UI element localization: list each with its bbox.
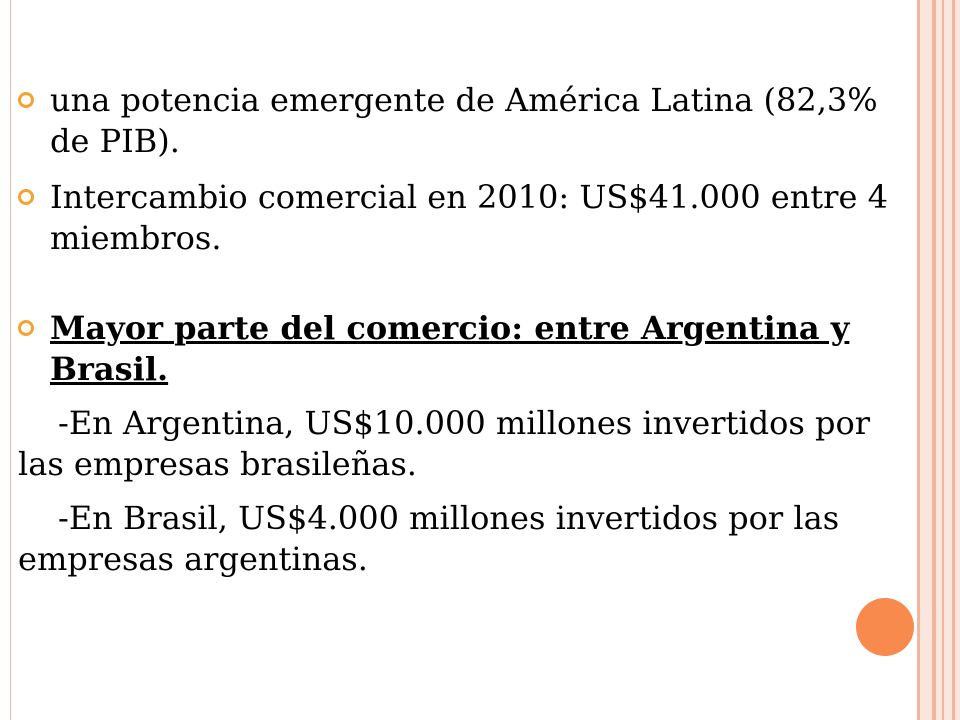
bullet-text-emphasis: Mayor parte del comercio: entre Argentina y Brasil. <box>50 309 850 388</box>
stripe-line <box>952 0 955 720</box>
detail-paragraph: -En Brasil, US$4.000 millones invertidos por las empresas argentinas. <box>18 499 840 578</box>
stripe-line <box>942 0 944 720</box>
stripe-line <box>932 0 936 720</box>
bullet-ring-icon <box>18 92 34 108</box>
bullet-text: Intercambio comercial en 2010: US$41.000 entre 4 miembros. <box>50 178 888 257</box>
bullet-ring-icon <box>18 320 34 336</box>
bullet-item <box>18 80 898 162</box>
bullet-text: una potencia emergente de América Latina (82,3% de PIB). <box>50 81 878 160</box>
slide-content <box>18 80 898 580</box>
bullet-ring-icon <box>18 189 34 205</box>
bullet-item <box>18 308 898 390</box>
bullet-item <box>18 177 898 259</box>
stripe-line <box>918 0 920 720</box>
orange-circle-decoration <box>856 598 914 656</box>
decorative-stripes <box>918 0 960 720</box>
detail-paragraph: -En Argentina, US$10.000 millones invertidos por las empresas brasileñas. <box>18 404 870 483</box>
